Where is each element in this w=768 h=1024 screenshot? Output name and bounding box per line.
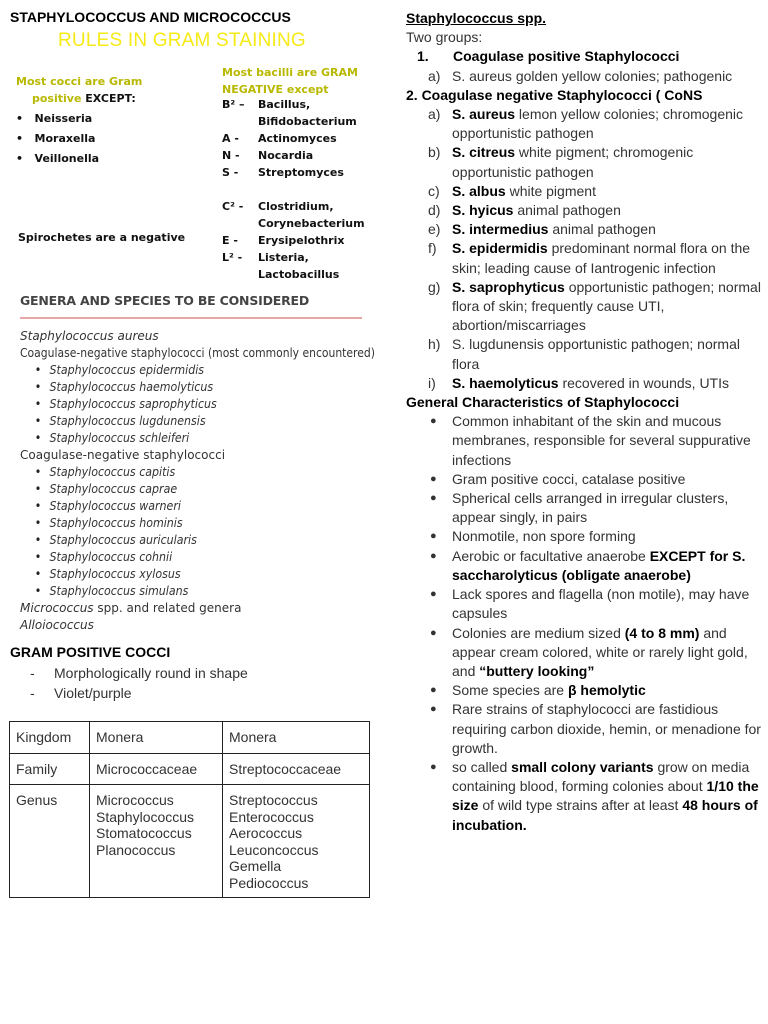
list-item: • Veillonella — [16, 152, 100, 165]
taxonomy-table — [9, 721, 370, 898]
gram-positive-cocci-list — [30, 663, 248, 703]
genera-title: GENERA AND SPECIES TO BE CONSIDERED — [20, 293, 310, 308]
list-item: f) S. epidermidis predominant normal flora on the skin; leading cause of Iantrogenic infection — [428, 240, 751, 276]
bullet-icon: ● — [430, 530, 437, 543]
species-item: • Staphylococcus auricularis — [20, 532, 383, 549]
species-item: • Staphylococcus hominis — [20, 515, 383, 532]
two-groups-text: Two groups: — [406, 29, 483, 46]
species-item: • Staphylococcus haemolyticus — [20, 379, 383, 396]
gram-negative-cocci-list — [16, 110, 99, 170]
species-item: • Staphylococcus schleiferi — [20, 430, 383, 447]
list-item: e) S. intermedius animal pathogen — [428, 221, 656, 238]
genera-group-heading: Coagulase-negative staphylococci (most commonly encountered) — [20, 346, 375, 360]
bullet-icon: ● — [430, 684, 437, 697]
table-row — [10, 785, 370, 898]
table-row — [10, 753, 370, 785]
bullet-icon: ● — [430, 703, 437, 716]
bullet-icon: ● — [430, 626, 437, 639]
rules-right-heading — [222, 64, 358, 98]
list-item: • Moraxella — [16, 132, 96, 145]
bullet-icon: ● — [430, 415, 437, 428]
table-row — [10, 722, 370, 754]
species-item: • Staphylococcus warneri — [20, 498, 383, 515]
list-item: g) S. saprophyticus opportunistic pathogen; normal flora of skin; frequently cause UTI, abortion/miscarriages — [428, 278, 761, 334]
table-cell: Family — [10, 753, 90, 785]
table-cell: Streptococcaceae — [223, 753, 370, 785]
bullet-item: ● Rare strains of staphylococci are fastidious requiring carbon dioxide, hemin, or menadione for growth. — [406, 700, 762, 758]
bullet-item: ● Nonmotile, non spore forming — [406, 527, 762, 546]
bullet-item: ● Aerobic or facultative anaerobe EXCEPT for S. saccharolyticus (obligate anaerobe) — [406, 547, 762, 585]
bullet-icon: ● — [430, 588, 437, 601]
gram-positive-cocci-title: GRAM POSITIVE COCCI — [10, 644, 171, 660]
bullet-icon: ● — [430, 760, 437, 773]
genera-line: Alloiococcus — [20, 618, 94, 632]
list-item: Corynebacterium — [258, 217, 365, 230]
list-item: C² - Clostridium, — [222, 200, 334, 213]
list-item: d) S. hyicus animal pathogen — [428, 202, 621, 219]
table-cell: Monera — [223, 722, 370, 754]
rules-left-heading — [16, 73, 142, 107]
bullet-item: ● Spherical cells arranged in irregular clusters, appear singly, in pairs — [406, 489, 762, 527]
document-header: STAPHYLOCOCCUS AND MICROCOCCUS — [10, 9, 291, 25]
list-item: • Neisseria — [16, 112, 93, 125]
list-item: S - Streptomyces — [222, 166, 344, 179]
bullet-item: ● Some species are β hemolytic — [406, 681, 762, 700]
right-heading-line2: NEGATIVE except — [222, 83, 329, 96]
table-cell: Kingdom — [10, 722, 90, 754]
list-item: A - Actinomyces — [222, 132, 337, 145]
bullet-item: ● so called small colony variants grow on media containing blood, forming colonies about 1/10 the size of wild type strains after at least 48 hours of incubation. — [406, 758, 762, 835]
list-item: a) S. aureus golden yellow colonies; pathogenic — [428, 67, 733, 84]
left-heading-except: EXCEPT: — [85, 92, 136, 105]
general-characteristics-title: General Characteristics of Staphylococci — [406, 394, 680, 411]
list-item: b) S. citreus white pigment; chromogenic opportunistic pathogen — [428, 144, 694, 180]
species-item: • Staphylococcus epidermidis — [20, 362, 383, 379]
list-item: h) S. lugdunensis opportunistic pathogen; normal flora — [428, 336, 740, 372]
list-item: N - Nocardia — [222, 149, 314, 162]
left-heading-line1: Most cocci are Gram — [16, 75, 143, 88]
list-item: L² - Listeria, — [222, 251, 309, 264]
bullet-item: ● Gram positive cocci, catalase positive — [406, 470, 762, 489]
section-title: Staphylococcus spp. — [406, 10, 547, 26]
table-cell: Micrococcaceae — [90, 753, 223, 785]
list-item: Bifidobacterium — [258, 115, 357, 128]
genera-line: Micrococcus spp. and related genera — [20, 601, 242, 615]
list-item: - Violet/purple — [30, 685, 132, 701]
bullet-item: ● Lack spores and flagella (non motile), may have capsules — [406, 585, 762, 623]
genera-group-heading: Coagulase-negative staphylococci — [20, 448, 226, 462]
list-item: a) S. aureus lemon yellow colonies; chromogenic opportunistic pathogen — [428, 106, 744, 142]
species-item: • Staphylococcus saprophyticus — [20, 396, 383, 413]
bullet-item: ● Colonies are medium sized (4 to 8 mm) and appear cream colored, white or rarely light gold, and “buttery looking” — [406, 624, 762, 682]
table-cell: Genus — [10, 785, 90, 898]
group-two-heading: 2. Coagulase negative Staphylococci ( CoNS — [406, 86, 703, 103]
list-item: E - Erysipelothrix — [222, 234, 345, 247]
right-column — [406, 9, 762, 835]
species-item: • Staphylococcus capitis — [20, 464, 383, 481]
list-item: B² – Bacillus, — [222, 98, 311, 111]
group-one-heading: 1. Coagulase positive Staphylococci — [417, 48, 680, 65]
list-item — [222, 181, 365, 198]
table-cell: Micrococcus Staphylococcus Stomatococcus Planococcus — [90, 785, 223, 898]
list-item: c) S. albus white pigment — [428, 182, 596, 199]
right-heading-line1: Most bacilli are GRAM — [222, 66, 358, 79]
species-item: • Staphylococcus cohnii — [20, 549, 383, 566]
spirochetes-note: Spirochetes are a negative — [18, 231, 186, 244]
bullet-icon: ● — [430, 492, 437, 505]
genera-divider — [20, 317, 362, 319]
species-item: • Staphylococcus caprae — [20, 481, 383, 498]
list-item: - Morphologically round in shape — [30, 665, 248, 681]
species-item: • Staphylococcus simulans — [20, 583, 383, 600]
bullet-icon: ● — [430, 549, 437, 562]
species-item: • Staphylococcus lugdunensis — [20, 413, 383, 430]
table-cell: Streptococcus Enterococcus Aerococcus Leuconcoccus Gemella Pediococcus — [223, 785, 370, 898]
gram-positive-bacilli-list — [222, 96, 365, 283]
list-item: i) S. haemolyticus recovered in wounds, UTIs — [428, 374, 729, 391]
genera-list — [20, 328, 414, 634]
bullet-icon: ● — [430, 472, 437, 485]
left-heading-positive: positive — [32, 92, 82, 105]
species-item: • Staphylococcus xylosus — [20, 566, 383, 583]
genera-line: Staphylococcus aureus — [20, 329, 159, 343]
rules-title: RULES IN GRAM STAINING — [58, 30, 306, 51]
table-cell: Monera — [90, 722, 223, 754]
bullet-item: ● Common inhabitant of the skin and mucous membranes, responsible for several suppurative infections — [406, 412, 762, 470]
list-item: Lactobacillus — [258, 268, 340, 281]
